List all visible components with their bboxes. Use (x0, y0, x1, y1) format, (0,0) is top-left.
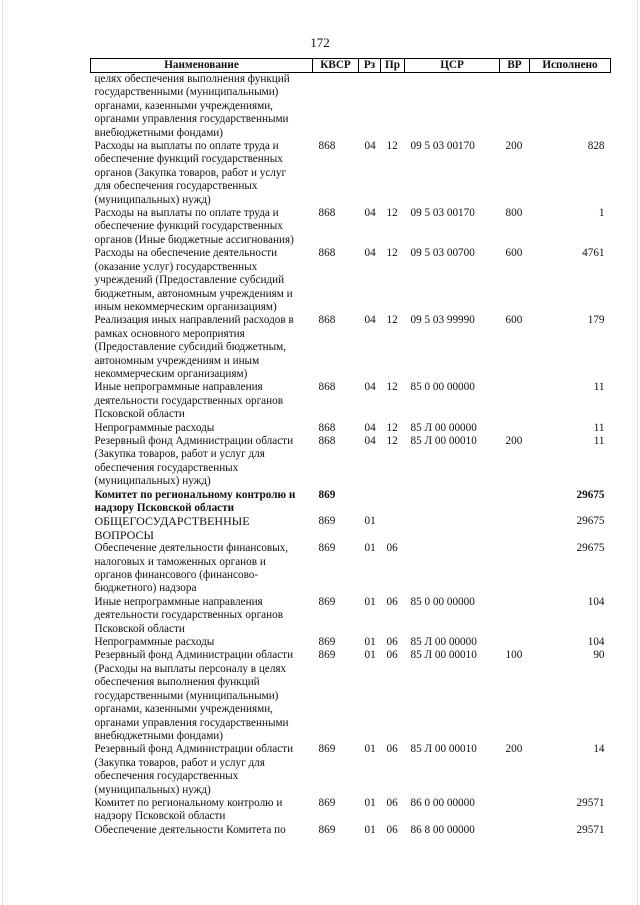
header-executed: Исполнено (530, 59, 611, 73)
row-vr (500, 542, 530, 596)
row-csr (405, 489, 500, 516)
row-csr: 09 5 03 00170 (410, 140, 475, 153)
row-kvsr: 869 (318, 595, 336, 608)
row-csr (405, 542, 500, 596)
row-kvsr: 869 (318, 823, 336, 836)
row-kvsr (313, 73, 359, 141)
row-csr: 85 0 00 00000 (410, 595, 475, 608)
row-kvsr: 869 (318, 488, 336, 501)
row-executed: 11 (593, 381, 605, 394)
row-name: Иные непрограммные направления деятельности государственных органов Псковской области (94, 381, 284, 421)
table-row (91, 542, 611, 596)
row-pr: 06 (386, 636, 398, 649)
row-vr (500, 824, 530, 837)
table-row (91, 247, 611, 314)
row-rz: 01 (364, 636, 376, 649)
row-vr: 600 (505, 247, 523, 260)
header-pr: Пр (381, 59, 405, 73)
row-name: Комитет по региональному контролю и надзору Псковской области (94, 796, 283, 823)
row-kvsr: 869 (318, 515, 336, 528)
row-rz: 04 (364, 207, 376, 220)
row-rz: 01 (364, 823, 376, 836)
row-vr: 200 (505, 434, 523, 447)
table-row (91, 824, 611, 837)
row-csr (405, 73, 500, 141)
row-pr (381, 489, 405, 516)
row-rz: 01 (364, 542, 376, 555)
row-name: Резервный фонд Администрации области (Закупка товаров, работ и услуг для обеспечения государственных (муниципальных) нужд) (94, 434, 294, 488)
row-name: ОБЩЕГОСУДАРСТВЕННЫЕ ВОПРОСЫ (94, 514, 250, 542)
row-kvsr: 868 (318, 140, 336, 153)
table-row (91, 636, 611, 649)
header-kvsr: КВСР (313, 59, 359, 73)
table-row (91, 422, 611, 435)
row-rz: 01 (364, 515, 376, 528)
row-pr: 12 (386, 314, 398, 327)
row-vr (500, 381, 530, 421)
table-row (91, 515, 611, 542)
table-row (91, 73, 611, 141)
row-csr: 09 5 03 00700 (410, 247, 475, 260)
row-vr (500, 515, 530, 542)
row-pr: 06 (386, 595, 398, 608)
row-pr: 06 (386, 796, 398, 809)
row-executed: 104 (587, 636, 605, 649)
table-row (91, 596, 611, 636)
row-vr (500, 73, 530, 141)
row-rz: 04 (364, 434, 376, 447)
row-csr: 85 Л 00 00000 (410, 421, 477, 434)
row-rz (359, 73, 381, 141)
row-csr: 85 Л 00 00000 (410, 636, 477, 649)
row-rz: 01 (364, 743, 376, 756)
row-executed: 104 (587, 595, 605, 608)
row-name: Обеспечение деятельности Комитета по (94, 823, 286, 836)
row-kvsr: 868 (318, 434, 336, 447)
table-row (91, 743, 611, 797)
row-name: Комитет по региональному контролю и надзору Псковской области (94, 488, 296, 514)
row-pr (381, 73, 405, 141)
row-executed: 4761 (582, 247, 605, 260)
row-vr: 600 (505, 314, 523, 327)
row-csr: 86 8 00 00000 (410, 823, 475, 836)
row-vr (500, 422, 530, 435)
row-executed: 29571 (576, 796, 605, 809)
row-name: Резервный фонд Администрации области (Расходы на выплаты персоналу в целях обеспечения выполнения функций государственными (муниципальными) органами, казенными учреждениями, органами управления государственными внебюджетными фондами) (94, 649, 294, 742)
table-row (91, 489, 611, 516)
row-vr (500, 797, 530, 824)
row-pr: 12 (386, 247, 398, 260)
row-pr: 06 (386, 823, 398, 836)
row-csr: 09 5 03 99990 (410, 314, 475, 327)
row-executed: 179 (587, 314, 605, 327)
row-executed: 14 (593, 743, 605, 756)
row-executed: 90 (593, 649, 605, 662)
row-kvsr: 869 (318, 649, 336, 662)
row-pr (381, 515, 405, 542)
row-executed: 11 (593, 434, 605, 447)
header-name: Наименование (91, 59, 313, 73)
row-pr: 06 (386, 743, 398, 756)
row-name: Иные непрограммные направления деятельности государственных органов Псковской области (94, 595, 284, 635)
row-vr: 800 (505, 207, 523, 220)
row-csr: 85 Л 00 00010 (410, 743, 477, 756)
scan-edge-left (2, 0, 3, 905)
row-rz: 01 (364, 796, 376, 809)
row-name: Расходы на обеспечение деятельности (оказание услуг) государственных учреждений (Предоставление субсидий бюджетным, автономным учреждениям и иным некоммерческим организациям) (94, 247, 293, 313)
row-pr: 12 (386, 434, 398, 447)
table-row (91, 649, 611, 743)
row-kvsr: 869 (318, 743, 336, 756)
row-rz: 01 (364, 595, 376, 608)
row-name: Резервный фонд Администрации области (Закупка товаров, работ и услуг для обеспечения государственных (муниципальных) нужд) (94, 743, 294, 796)
row-rz: 04 (364, 314, 376, 327)
row-csr (405, 515, 500, 542)
row-pr: 12 (386, 207, 398, 220)
row-vr (500, 489, 530, 516)
row-pr: 12 (386, 381, 398, 394)
row-csr: 85 Л 00 00010 (410, 434, 477, 447)
row-kvsr: 868 (318, 421, 336, 434)
row-executed: 29675 (576, 488, 605, 501)
row-executed: 29675 (576, 542, 605, 555)
row-pr: 06 (386, 542, 398, 555)
row-kvsr: 869 (318, 636, 336, 649)
table-row (91, 797, 611, 824)
row-rz: 04 (364, 421, 376, 434)
row-name: Расходы на выплаты по оплате труда и обеспечение функций государственных органов (Закупка товаров, работ и услуг для обеспечения государственных (муниципальных) нужд) (94, 140, 287, 206)
header-vr: ВР (500, 59, 530, 73)
row-executed: 29571 (576, 823, 605, 836)
budget-execution-table (90, 58, 611, 837)
row-kvsr: 868 (318, 207, 336, 220)
table-body (91, 73, 611, 838)
table-row (91, 435, 611, 489)
table-row (91, 314, 611, 381)
row-rz: 04 (364, 140, 376, 153)
row-name: Реализация иных направлений расходов в рамках основного мероприятия (Предоставление субсидий бюджетным, автономным учреждениям и иным некоммерческим организациям) (94, 314, 294, 380)
table-header-row (91, 59, 611, 73)
row-kvsr: 868 (318, 247, 336, 260)
row-vr: 200 (505, 743, 523, 756)
row-pr: 12 (386, 140, 398, 153)
row-executed: 29675 (576, 515, 605, 528)
table-row (91, 207, 611, 247)
row-rz: 01 (364, 649, 376, 662)
row-csr: 09 5 03 00170 (410, 207, 475, 220)
header-rz: Рз (359, 59, 381, 73)
row-kvsr: 869 (318, 542, 336, 555)
row-name: Расходы на выплаты по оплате труда и обеспечение функций государственных органов (Иные бюджетные ассигнования) (94, 207, 294, 246)
row-kvsr: 868 (318, 381, 336, 394)
table-row (91, 140, 611, 207)
row-csr: 85 Л 00 00010 (410, 649, 477, 662)
header-csr: ЦСР (405, 59, 500, 73)
row-kvsr: 869 (318, 796, 336, 809)
row-csr: 86 0 00 00000 (410, 796, 475, 809)
row-rz: 04 (364, 247, 376, 260)
row-name: Обеспечение деятельности финансовых, налоговых и таможенных органов и органов финансового (финансово- бюджетного) надзора (94, 542, 289, 595)
row-executed: 11 (593, 421, 605, 434)
row-vr (500, 596, 530, 636)
row-rz: 04 (364, 381, 376, 394)
page-number: 172 (310, 35, 330, 50)
row-name: Непрограммные расходы (94, 636, 215, 649)
row-vr (500, 636, 530, 649)
row-csr: 85 0 00 00000 (410, 381, 475, 394)
row-rz (359, 489, 381, 516)
row-pr: 06 (386, 649, 398, 662)
row-pr: 12 (386, 421, 398, 434)
scan-edge-right (637, 0, 638, 905)
row-name: Непрограммные расходы (94, 421, 215, 434)
row-name: целях обеспечения выполнения функций государственными (муниципальными) органами, казенными учреждениями, органами управления государственными внебюджетными фондами) (94, 73, 290, 139)
row-executed (530, 73, 611, 141)
row-vr: 100 (505, 649, 523, 662)
row-vr: 200 (505, 140, 523, 153)
row-executed: 828 (587, 140, 605, 153)
row-kvsr: 868 (318, 314, 336, 327)
row-executed: 1 (598, 207, 605, 220)
table-row (91, 381, 611, 421)
